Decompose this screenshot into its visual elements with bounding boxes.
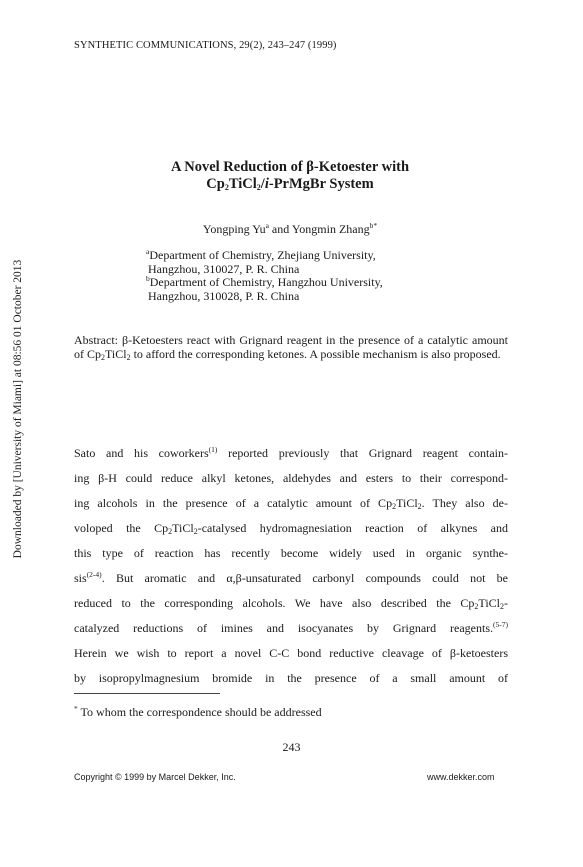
body-text: . They also de- — [421, 496, 509, 510]
body-text: sis — [74, 571, 87, 585]
abstract-text: β-Ketoesters react with Grignard reagent in the presence of a catalytic amount of Cp — [74, 333, 508, 361]
title-text: -PrMgBr System — [268, 176, 374, 192]
body-line-6 — [74, 571, 508, 585]
body-subscript: 2 — [417, 502, 422, 511]
body-subscript: 2 — [168, 527, 173, 536]
body-subscript: 2 — [500, 602, 504, 611]
author-mark: a — [265, 221, 269, 230]
title-italic: i — [264, 176, 269, 192]
title-subscript: 2 — [224, 183, 229, 192]
body-line-3 — [74, 496, 508, 510]
body-line-4 — [74, 521, 508, 535]
body-line-9: Herein we wish to report a novel C-C bond reductive cleavage of β-ketoesters — [74, 646, 508, 660]
journal-header: SYNTHETIC COMMUNICATIONS, 29(2), 243–247 (1999) — [74, 40, 337, 51]
author-name: Yongping Yu — [202, 222, 266, 236]
affiliation-b-line1 — [146, 275, 383, 289]
title-text: / — [260, 176, 265, 192]
author-line — [60, 222, 520, 237]
abstract-label: Abstract: — [74, 333, 118, 347]
body-text: reported previously that Grignard reagent contain- — [217, 446, 508, 460]
citation-ref: (2-4) — [86, 570, 102, 579]
body-subscript: 2 — [474, 602, 479, 611]
body-text: Sato and his coworkers — [74, 446, 209, 460]
affiliation-text: Department of Chemistry, Hangzhou University, — [149, 275, 383, 289]
article-title-line2 — [60, 176, 520, 193]
body-line-8 — [74, 621, 508, 635]
article-title-line1: A Novel Reduction of β-Ketoester with — [170, 159, 410, 175]
author-connector: and — [268, 222, 292, 236]
footnote — [74, 705, 322, 720]
affiliation-mark: a — [146, 247, 150, 256]
footnote-rule — [74, 693, 220, 694]
body-text: ing alcohols in the presence of a catalytic amount of Cp — [74, 496, 393, 510]
copyright-notice: Copyright © 1999 by Marcel Dekker, Inc. — [74, 772, 236, 782]
body-subscript: 2 — [193, 527, 198, 536]
page-number: 243 — [282, 740, 301, 754]
body-line-10: by isopropylmagnesium bromide in the presence of a small amount of — [74, 671, 508, 685]
publisher-website: www.dekker.com — [427, 772, 495, 782]
abstract-text: TiCl — [105, 346, 127, 361]
citation-ref: (5-7) — [493, 620, 508, 629]
footnote-text: To whom the correspondence should be addressed — [77, 705, 322, 719]
body-line-2: ing β-H could reduce alkyl ketones, aldehydes and esters to their correspond- — [74, 471, 508, 485]
abstract-subscript: 2 — [101, 352, 105, 362]
body-text: - — [504, 596, 508, 610]
body-text: TiCl — [396, 496, 418, 510]
title-text: TiCl — [228, 176, 257, 192]
body-line-7 — [74, 596, 508, 610]
title-subscript: 2 — [256, 183, 261, 192]
abstract — [74, 334, 508, 361]
affiliation-a-line1 — [146, 248, 376, 262]
citation-ref: (1) — [208, 445, 218, 454]
body-line-1 — [74, 446, 508, 460]
body-text: catalyzed reductions of imines and isocyanates by Grignard reagents. — [74, 621, 493, 635]
footnote-mark: * — [74, 704, 78, 713]
download-watermark: Downloaded by [University of Miami] at 08:56 01 October 2013 — [12, 259, 24, 559]
body-text: TiCl — [172, 521, 194, 535]
body-text: . But aromatic and α,β-unsaturated carbonyl compounds could not be — [101, 571, 508, 585]
body-text: -catalysed hydromagnesiation reaction of alkynes and — [197, 521, 508, 535]
author-mark: b* — [369, 221, 378, 230]
body-text: voloped the Cp — [74, 521, 169, 535]
affiliation-mark: b — [146, 274, 150, 283]
body-line-5: this type of reaction has recently become widely used in organic synthe- — [74, 546, 508, 560]
affiliation-b-line2: Hangzhou, 310028, P. R. China — [148, 289, 300, 303]
title-text: Cp — [206, 176, 225, 192]
affiliation-text: Department of Chemistry, Zhejiang University, — [149, 248, 376, 262]
body-text: reduced to the corresponding alcohols. We have also described the Cp — [74, 596, 475, 610]
body-text: TiCl — [478, 596, 500, 610]
abstract-subscript: 2 — [126, 352, 131, 362]
author-name: Yongmin Zhang — [291, 222, 370, 236]
body-subscript: 2 — [392, 502, 397, 511]
affiliation-a-line2: Hangzhou, 310027, P. R. China — [148, 262, 300, 276]
abstract-text: to afford the corresponding ketones. A possible mechanism is also proposed. — [130, 346, 501, 361]
